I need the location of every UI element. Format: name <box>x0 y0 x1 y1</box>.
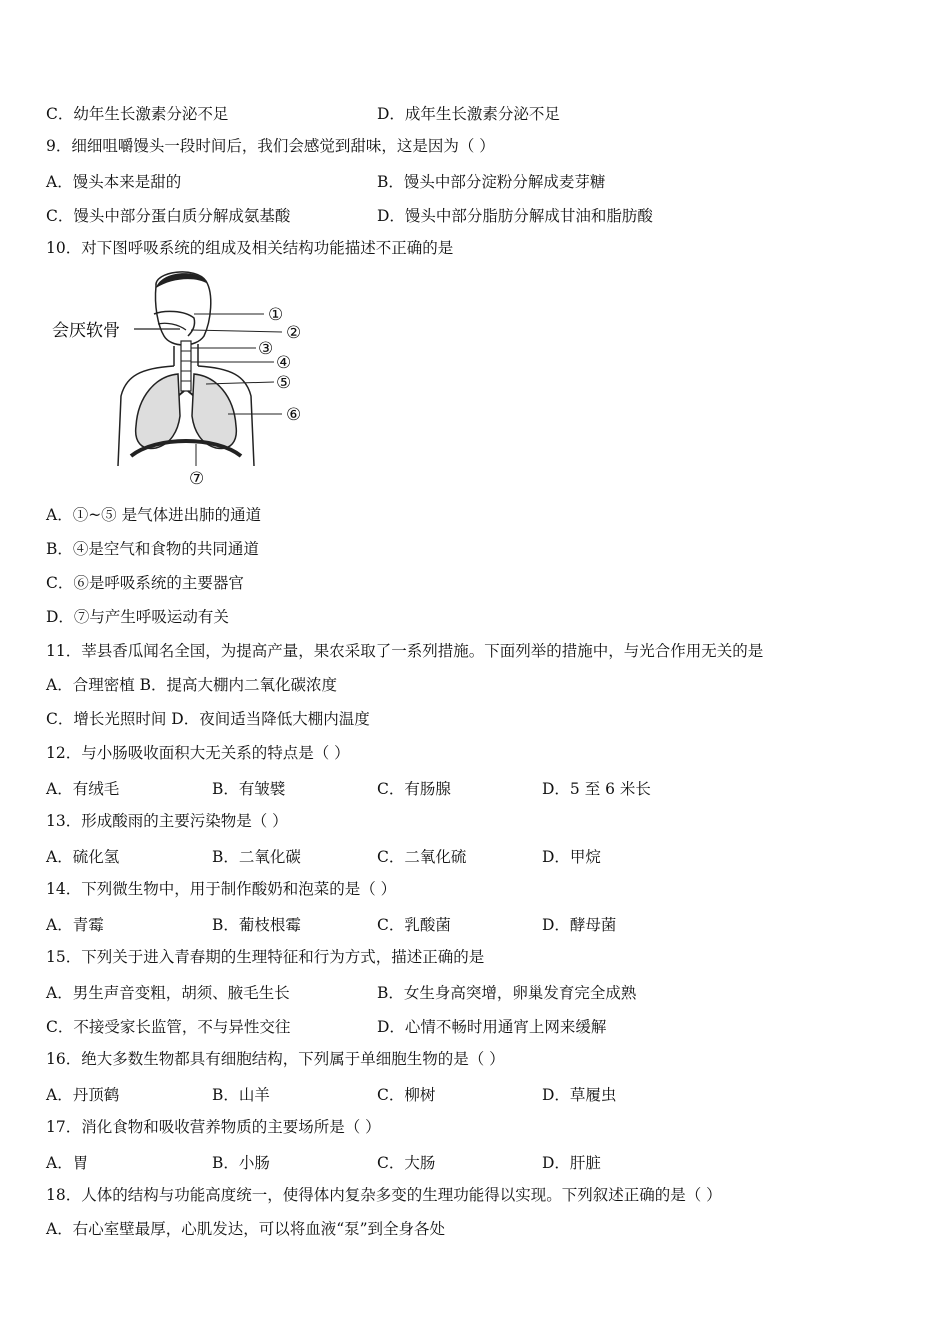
q11-options-cd: C．增长光照时间 D．夜间适当降低大棚内温度 <box>46 710 370 728</box>
q12-option-b: B．有皱襞 <box>212 780 286 798</box>
q13-option-b: B．二氧化碳 <box>212 848 301 866</box>
q15-stem: 15．下列关于进入青春期的生理特征和行为方式，描述正确的是 <box>46 948 485 966</box>
epiglottis-label: 会厌软骨 <box>52 321 120 341</box>
q8-option-d: D．成年生长激素分泌不足 <box>377 105 560 123</box>
q17-stem: 17．消化食物和吸收营养物质的主要场所是（ ） <box>46 1118 381 1136</box>
respiratory-diagram <box>46 266 316 491</box>
q18-stem: 18．人体的结构与功能高度统一，使得体内复杂多变的生理功能得以实现。下列叙述正确的是（ ） <box>46 1186 722 1204</box>
q10-option-b: B．④是空气和食物的共同通道 <box>46 540 259 558</box>
q11-stem: 11．莘县香瓜闻名全国，为提高产量，果农采取了一系列措施。下面列举的措施中，与光合作用无关的是 <box>46 642 764 660</box>
q9-option-c: C．馒头中部分蛋白质分解成氨基酸 <box>46 207 291 225</box>
q10-option-a: A．①~⑤ 是气体进出肺的通道 <box>46 506 262 524</box>
q15-option-c: C．不接受家长监管，不与异性交往 <box>46 1018 291 1036</box>
marker-4: ④ <box>276 353 292 373</box>
q10-option-d: D．⑦与产生呼吸运动有关 <box>46 608 229 626</box>
q9-option-d: D．馒头中部分脂肪分解成甘油和脂肪酸 <box>377 207 653 225</box>
q13-stem: 13．形成酸雨的主要污染物是（ ） <box>46 812 288 830</box>
marker-1: ① <box>268 305 284 325</box>
q12-option-c: C．有肠腺 <box>377 780 451 798</box>
q14-stem: 14．下列微生物中，用于制作酸奶和泡菜的是（ ） <box>46 880 397 898</box>
q17-option-d: D．肝脏 <box>542 1154 601 1172</box>
q17-option-c: C．大肠 <box>377 1154 436 1172</box>
q14-option-b: B．葡枝根霉 <box>212 916 301 934</box>
q17-option-b: B．小肠 <box>212 1154 270 1172</box>
q16-option-c: C．柳树 <box>377 1086 436 1104</box>
q12-option-d: D．5 至 6 米长 <box>542 780 651 798</box>
respiratory-system-figure <box>46 266 316 491</box>
q16-stem: 16．绝大多数生物都具有细胞结构，下列属于单细胞生物的是（ ） <box>46 1050 505 1068</box>
q8-option-c: C．幼年生长激素分泌不足 <box>46 105 229 123</box>
q12-option-a: A．有绒毛 <box>46 780 120 798</box>
q13-option-a: A．硫化氢 <box>46 848 120 866</box>
marker-5: ⑤ <box>276 373 292 393</box>
q9-option-b: B．馒头中部分淀粉分解成麦芽糖 <box>377 173 606 191</box>
marker-7: ⑦ <box>189 469 205 489</box>
q11-options-ab: A．合理密植 B．提高大棚内二氧化碳浓度 <box>46 676 338 694</box>
q13-option-c: C．二氧化硫 <box>377 848 467 866</box>
q16-option-d: D．草履虫 <box>542 1086 617 1104</box>
q14-option-c: C．乳酸菌 <box>377 916 451 934</box>
marker-3: ③ <box>258 339 274 359</box>
marker-6: ⑥ <box>286 405 302 425</box>
q13-option-d: D．甲烷 <box>542 848 601 866</box>
q9-option-a: A．馒头本来是甜的 <box>46 173 182 191</box>
q15-option-a: A．男生声音变粗，胡须、腋毛生长 <box>46 984 290 1002</box>
q16-option-b: B．山羊 <box>212 1086 270 1104</box>
q15-option-d: D．心情不畅时用通宵上网来缓解 <box>377 1018 607 1036</box>
q15-option-b: B．女生身高突增，卵巢发育完全成熟 <box>377 984 637 1002</box>
q12-stem: 12．与小肠吸收面积大无关系的特点是（ ） <box>46 744 350 762</box>
q18-option-a: A．右心室壁最厚，心肌发达，可以将血液“泵”到全身各处 <box>46 1220 446 1238</box>
q10-option-c: C．⑥是呼吸系统的主要器官 <box>46 574 244 592</box>
q16-option-a: A．丹顶鹤 <box>46 1086 120 1104</box>
q14-option-d: D．酵母菌 <box>542 916 617 934</box>
marker-2: ② <box>286 323 302 343</box>
q10-stem: 10．对下图呼吸系统的组成及相关结构功能描述不正确的是 <box>46 239 454 257</box>
q9-stem: 9．细细咀嚼馒头一段时间后，我们会感觉到甜味，这是因为（ ） <box>46 137 495 155</box>
q14-option-a: A．青霉 <box>46 916 104 934</box>
q17-option-a: A．胃 <box>46 1154 89 1172</box>
